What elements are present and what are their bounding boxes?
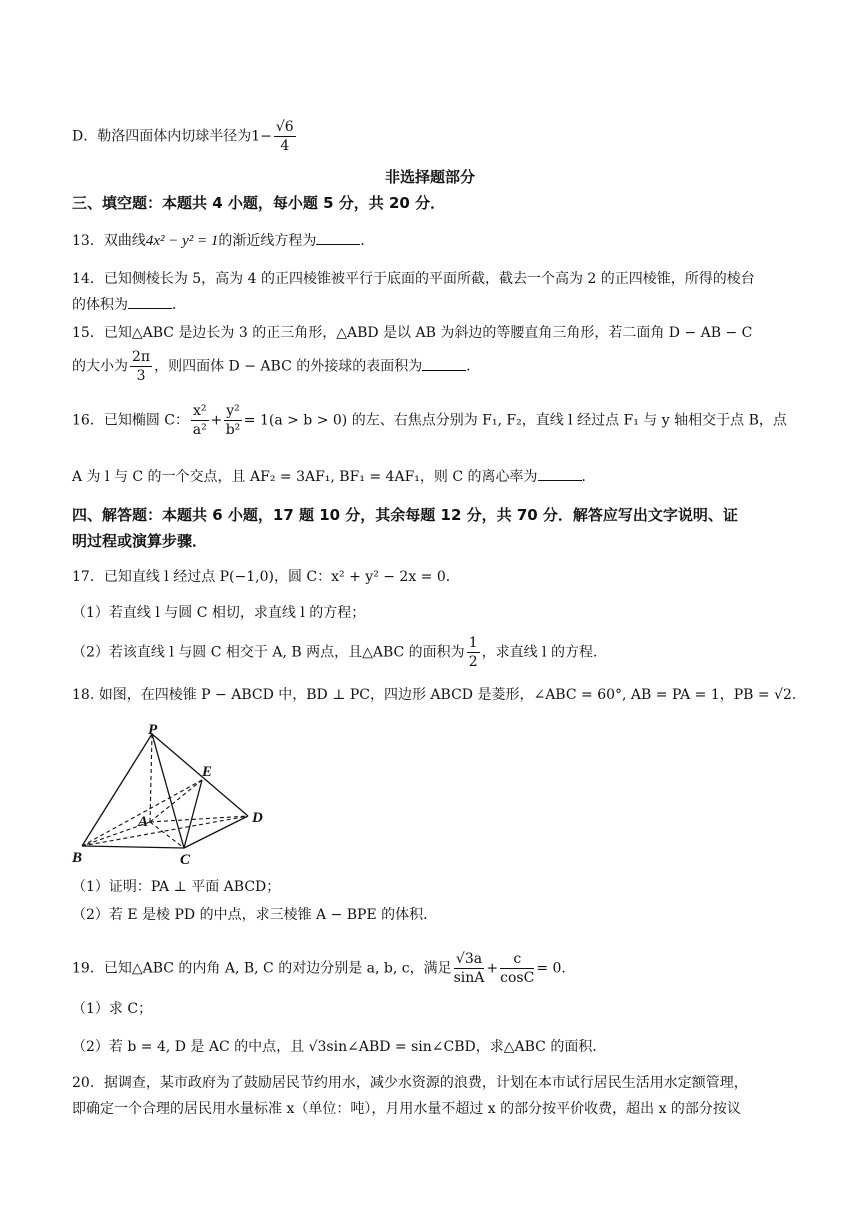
option-d (72, 118, 800, 155)
edge-ce (184, 780, 202, 848)
fraction-denominator: 3 (136, 368, 146, 384)
q-text: （2）若该直线 l 与圆 C 相交于 A, B 两点，且△ABC 的面积为 (72, 644, 465, 661)
fraction (500, 950, 534, 987)
q-end: ． (466, 358, 481, 375)
label-p: P (148, 722, 158, 738)
question-19-stem (72, 950, 800, 987)
label-d: D (252, 810, 263, 826)
fraction-numerator: c (500, 950, 534, 969)
question-16-line2 (72, 466, 800, 488)
question-18-stem: 18. 如图，在四棱锥 P − ABCD 中，BD ⊥ PC，四边形 ABCD 是菱形，∠ABC = 60°, AB = PA = 1，PB = √2． (72, 687, 806, 703)
edge-ad (150, 816, 248, 822)
question-19-part1: （1）求 C； (72, 1001, 153, 1017)
answer-blank (538, 466, 582, 481)
edge-cd (184, 816, 248, 848)
pyramid-figure (70, 722, 280, 867)
fraction-denominator: 2 (468, 654, 478, 670)
math-minus: − (260, 128, 272, 145)
fraction-numerator: 1 (468, 635, 478, 651)
fraction-numerator: √6 (275, 119, 294, 135)
edge-ac (150, 822, 184, 848)
answer-blank (422, 356, 466, 371)
question-17-part2 (72, 634, 800, 671)
question-15-line1: 15．已知△ABC 是边长为 3 的正三角形，△ABD 是以 AB 为斜边的等腰直角三角形，若二面角 D − AB − C (72, 325, 753, 341)
label-a: A (138, 814, 149, 830)
q-number: 13． (72, 233, 104, 249)
q-text: 16．已知椭圆 C： (72, 412, 189, 429)
fraction (467, 634, 480, 671)
q-text: 的体积为 (72, 297, 128, 313)
q-text: ，则四面体 D − ABC 的外接球的表面积为 (154, 358, 423, 375)
fraction-numerator: 2π (132, 349, 151, 365)
question-20-line1: 20．据调查，某市政府为了鼓励居民节约用水，减少水资源的浪费，计划在本市试行居民生活用水定额管理， (72, 1075, 748, 1091)
question-20-line2: 即确定一个合理的居民用水量标准 x（单位：吨），月用水量不超过 x 的部分按平价收费，超出 x 的部分按议 (72, 1101, 741, 1117)
answer-blank (128, 294, 172, 309)
math-plus: + (486, 960, 499, 977)
fraction-numerator: x² (192, 403, 207, 419)
question-14-line2 (72, 294, 800, 316)
option-label: D． (72, 128, 98, 145)
q-end: ． (172, 297, 186, 313)
edge-bd (82, 816, 248, 846)
q-text: 的渐近线方程为 (218, 233, 317, 249)
q-equation: 4x² − y² = 1 (145, 233, 219, 249)
fraction-denominator: 4 (280, 138, 290, 154)
question-18-part1: （1）证明：PA ⊥ 平面 ABCD； (72, 879, 281, 895)
fraction-denominator: sinA (453, 970, 485, 986)
fraction (130, 348, 152, 385)
q-text: 双曲线 (103, 233, 146, 249)
section-4-heading-line2: 明过程或演算步骤． (72, 532, 208, 550)
q-text: = 1(a > b > 0) 的左、右焦点分别为 F₁, F₂，直线 l 经过点 F₁ 与 y 轴相交于点 B，点 (243, 412, 787, 429)
label-c: C (180, 852, 191, 867)
fraction-denominator: b² (225, 422, 241, 438)
math-one: 1 (251, 128, 261, 145)
q-end: ． (581, 469, 596, 485)
option-text: 勒洛四面体内切球半径为 (97, 128, 252, 145)
edge-pd (152, 734, 248, 816)
edge-ae (150, 780, 202, 822)
fraction (191, 402, 209, 439)
question-19-part2: （2）若 b = 4, D 是 AC 的中点，且 √3sin∠ABD = sin∠CBD，求△ABC 的面积． (72, 1039, 607, 1055)
section-4-heading-line1: 四、解答题：本题共 6 小题，17 题 10 分，其余每题 12 分，共 70 分．解答应写出文字说明、证 (72, 506, 738, 524)
fraction-denominator: a² (192, 422, 207, 438)
question-13 (72, 230, 800, 252)
section-3-heading: 三、填空题：本题共 4 小题，每小题 5 分，共 20 分． (72, 194, 446, 212)
fraction-numerator: √3a (454, 950, 485, 969)
q-text: A 为 l 与 C 的一个交点，且 AF₂ = 3AF₁, BF₁ = 4AF₁，则 C 的离心率为 (72, 469, 538, 485)
fraction-numerator: y² (226, 403, 240, 419)
fraction (224, 402, 242, 439)
label-e: E (202, 764, 213, 780)
edge-be (82, 780, 202, 846)
part-title: 非选择题部分 (384, 168, 475, 186)
fraction (274, 118, 296, 155)
label-b: B (72, 850, 83, 866)
q-text: ，求直线 l 的方程． (481, 644, 607, 661)
q-text: = 0． (536, 960, 576, 977)
edge-bc (82, 846, 184, 848)
fraction-denominator: cosC (500, 970, 535, 986)
q-text: 的大小为 (72, 358, 128, 375)
question-17-stem: 17．已知直线 l 经过点 P(−1,0)，圆 C：x² + y² − 2x = 0． (72, 569, 460, 585)
question-18-part2: （2）若 E 是棱 PD 的中点，求三棱锥 A − BPE 的体积． (72, 907, 438, 923)
q-text: 19．已知△ABC 的内角 A, B, C 的对边分别是 a, b, c，满足 (72, 960, 452, 977)
question-15-line2 (72, 348, 800, 385)
answer-blank (316, 230, 360, 245)
question-17-part1: （1）若直线 l 与圆 C 相切，求直线 l 的方程； (72, 605, 366, 621)
question-14-line1: 14．已知侧棱长为 5，高为 4 的正四棱锥被平行于底面的平面所截，截去一个高为 2 的正四棱锥，所得的棱台 (72, 271, 755, 287)
fraction (454, 950, 485, 987)
q-end: ． (360, 233, 375, 249)
question-16-line1: 16．已知椭圆 C： $\frac{\text{x²}}{\text{a²}}$ + $\frac{\text{y²}}{\text{b²}}$ = 1(a > b > 0) 的左、右焦点分别为 F₁, F₂，直线 l 经过点 F₁ 与 y 轴相交于点 B，点 (72, 403, 787, 438)
